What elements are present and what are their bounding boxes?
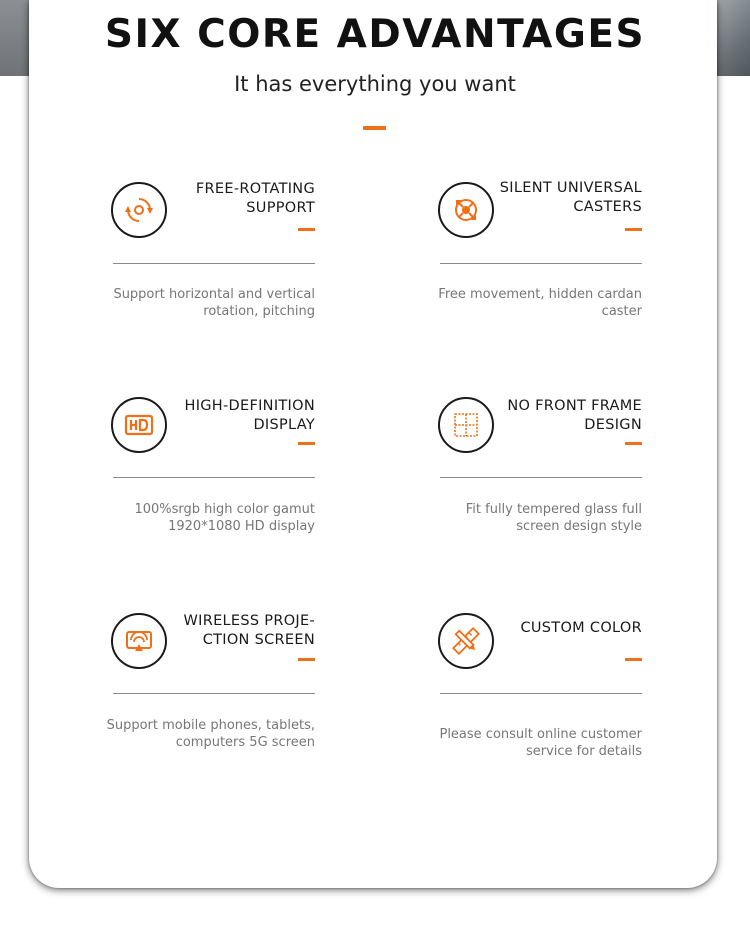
feature-divider [440,263,642,264]
feature-accent-dash [625,442,642,445]
feature-silent-universal-casters [438,182,648,352]
feature-desc-line2: 1920*1080 HD display [168,519,315,534]
feature-divider [440,477,642,478]
feature-desc-line1: Fit fully tempered glass full [465,502,642,517]
feature-title-line1: CUSTOM COLOR [520,620,642,636]
feature-wireless-projection-screen [106,613,321,783]
feature-desc-line1: Support horizontal and vertical [113,287,315,302]
feature-divider [113,477,315,478]
feature-title-line2: CTION SCREEN [202,632,315,648]
feature-desc-line1: Free movement, hidden cardan [438,287,642,302]
feature-title-line1: HIGH-DEFINITION [184,398,315,414]
feature-title-line2: DESIGN [584,417,642,433]
feature-desc-line2: rotation, pitching [203,304,315,319]
feature-desc-line1: 100%srgb high color gamut [134,502,315,517]
feature-high-definition-display [111,397,321,567]
feature-desc-line2: service for details [525,744,642,759]
feature-title-line1: SILENT UNIVERSAL [499,180,642,196]
feature-title-line1: FREE-ROTATING [195,181,315,197]
title-accent-dash [363,126,386,130]
page-subtitle: It has everything you want [234,72,516,96]
feature-desc-line2: computers 5G screen [175,735,315,750]
feature-title-line2: CASTERS [573,199,642,215]
feature-desc-line1: Support mobile phones, tablets, [106,718,315,733]
feature-title-line2: SUPPORT [246,200,315,216]
feature-title-line1: WIRELESS PROJE- [183,613,315,629]
feature-divider [113,263,315,264]
feature-accent-dash [625,658,642,661]
feature-no-front-frame-design [438,397,648,567]
feature-desc-line2: caster [601,304,642,319]
feature-free-rotating-support [111,182,321,352]
feature-accent-dash [298,228,315,231]
feature-accent-dash [298,442,315,445]
page-title: SIX CORE ADVANTAGES [104,12,646,57]
feature-custom-color [438,613,648,783]
feature-divider [440,693,642,694]
feature-title-line1: NO FRONT FRAME [507,398,642,414]
feature-accent-dash [298,658,315,661]
feature-desc-line1: Please consult online customer [439,727,642,742]
feature-accent-dash [625,228,642,231]
feature-divider [113,693,315,694]
feature-desc-line2: screen design style [516,519,642,534]
feature-title-line2: DISPLAY [253,417,315,433]
